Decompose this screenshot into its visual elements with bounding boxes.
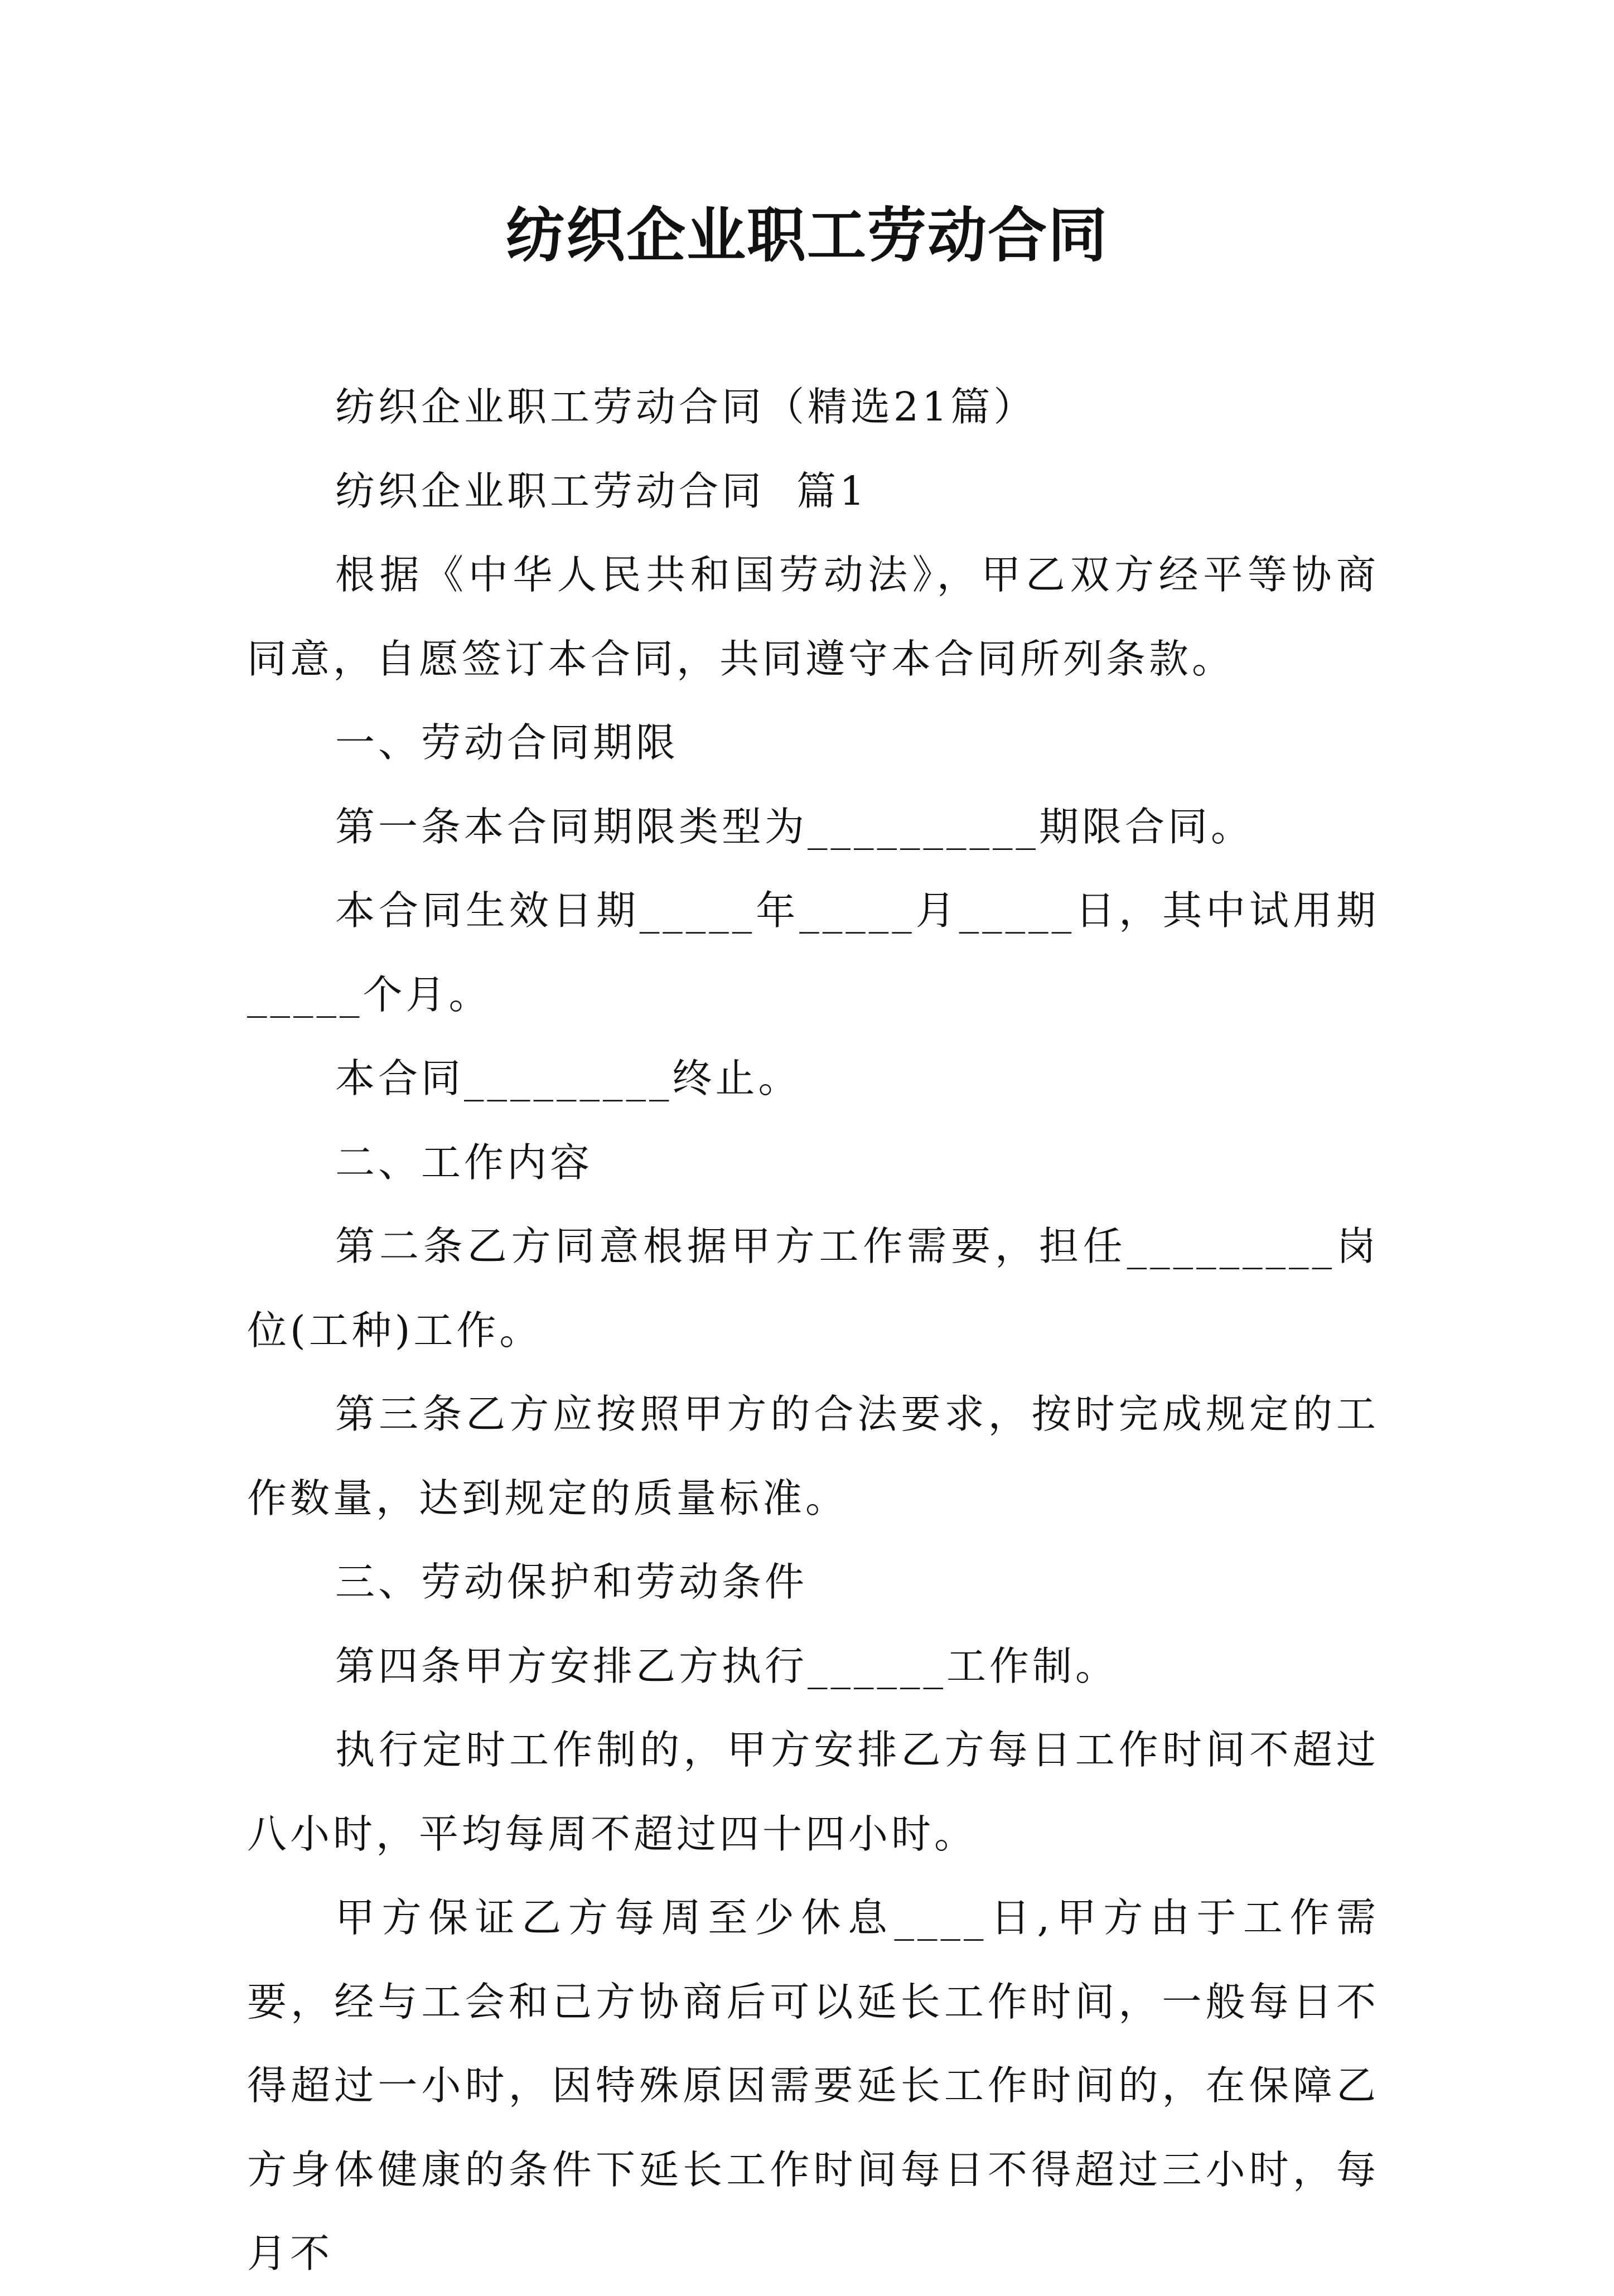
document-body (247, 365, 1379, 2296)
chapter-heading: 二、工作内容 (335, 1139, 593, 1186)
section-heading: 纺织企业职工劳动合同 篇1 (335, 467, 868, 514)
article-paragraph: 执行定时工作制的，甲方安排乙方每日工作时间不超过八小时，平均每周不超过四十四小时。 (247, 1727, 1379, 1857)
article-paragraph: 第四条甲方安排乙方执行______工作制。 (335, 1642, 1119, 1689)
intro-paragraph: 根据《中华人民共和国劳动法》，甲乙双方经平等协商同意，自愿签订本合同，共同遵守本合同所列条款。 (247, 552, 1379, 682)
article-paragraph: 本合同_________终止。 (335, 1055, 801, 1101)
article-paragraph: 第一条本合同期限类型为__________期限合同。 (335, 803, 1254, 850)
chapter-heading: 一、劳动合同期限 (335, 719, 679, 766)
chapter-heading: 三、劳动保护和劳动条件 (335, 1559, 808, 1605)
article-paragraph: 甲方保证乙方每周至少休息____日,甲方由于工作需要，经与工会和己方协商后可以延长工作时间，一般每日不得超过一小时，因特殊原因需要延长工作时间的，在保障乙方身体健康的条件下延长工作时间每日不得超过三小时，每月不 (247, 1894, 1379, 2276)
article-paragraph: 本合同生效日期_____年_____月_____日，其中试用期_____个月。 (247, 887, 1379, 1018)
document-title: 纺织企业职工劳动合同 (506, 200, 1108, 270)
article-paragraph: 第三条乙方应按照甲方的合法要求，按时完成规定的工作数量，达到规定的质量标准。 (247, 1391, 1379, 1521)
article-paragraph: 第二条乙方同意根据甲方工作需要，担任_________岗位(工种)工作。 (247, 1223, 1379, 1354)
subtitle-paragraph: 纺织企业职工劳动合同（精选21篇） (335, 384, 1037, 430)
